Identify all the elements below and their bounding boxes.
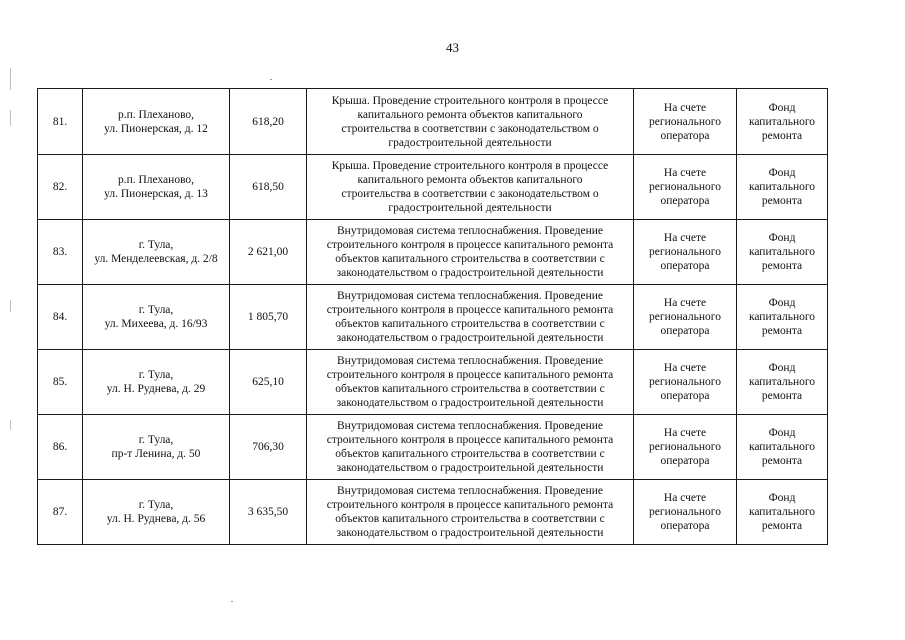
method-line: На счете bbox=[663, 362, 707, 374]
cost-cell: 1 805,70 bbox=[230, 285, 307, 350]
method-line: регионального bbox=[649, 246, 721, 258]
source-line: ремонта bbox=[761, 390, 803, 402]
source-line: Фонд bbox=[768, 297, 796, 309]
work-description-cell bbox=[307, 415, 634, 480]
funding-method-cell bbox=[634, 220, 737, 285]
work-description-cell bbox=[307, 155, 634, 220]
scan-edge-mark bbox=[10, 68, 11, 90]
table-row bbox=[38, 285, 828, 350]
funding-source-cell bbox=[737, 480, 828, 545]
cost-cell: 2 621,00 bbox=[230, 220, 307, 285]
work-line: законодательством о градостроительной деятельности bbox=[336, 267, 604, 279]
funding-source-cell bbox=[737, 220, 828, 285]
scan-edge-mark bbox=[10, 420, 11, 430]
address-line: ул. Пионерская, д. 12 bbox=[104, 122, 208, 135]
work-line: Внутридомовая система теплоснабжения. Проведение bbox=[337, 420, 603, 432]
work-line: градостроительной деятельности bbox=[388, 136, 552, 149]
method-line: оператора bbox=[660, 520, 710, 532]
cost-cell: 706,30 bbox=[230, 415, 307, 480]
address-line: ул. Н. Руднева, д. 29 bbox=[106, 383, 206, 395]
work-line: строительного контроля в процессе капитального ремонта bbox=[326, 239, 614, 251]
work-line: законодательством о градостроительной деятельности bbox=[336, 527, 604, 539]
funding-method-cell bbox=[634, 350, 737, 415]
row-number: 81. bbox=[38, 89, 83, 155]
source-line: Фонд bbox=[768, 101, 796, 114]
cost-cell: 618,20 bbox=[230, 89, 307, 155]
method-line: На счете bbox=[663, 232, 707, 244]
capital-repair-table bbox=[37, 88, 828, 545]
work-line: Крыша. Проведение строительного контроля в процессе bbox=[331, 160, 609, 172]
work-line: законодательством о градостроительной деятельности bbox=[336, 462, 604, 474]
funding-method-cell bbox=[634, 480, 737, 545]
funding-method-cell bbox=[634, 415, 737, 480]
work-line: капитального ремонта объектов капитального bbox=[357, 108, 583, 121]
scan-edge-mark bbox=[10, 110, 11, 126]
page-number: 43 bbox=[446, 40, 459, 55]
table-row bbox=[38, 89, 828, 155]
work-line: строительства в соответствии с законодательством о bbox=[341, 188, 599, 200]
source-line: капитального bbox=[748, 115, 816, 128]
work-line: капитального ремонта объектов капитального bbox=[357, 174, 583, 186]
table-row bbox=[38, 220, 828, 285]
source-line: Фонд bbox=[768, 362, 796, 374]
source-line: ремонта bbox=[761, 325, 803, 337]
source-line: ремонта bbox=[761, 455, 803, 467]
method-line: оператора bbox=[660, 129, 710, 142]
work-line: законодательством о градостроительной деятельности bbox=[336, 332, 604, 344]
work-description-cell bbox=[307, 285, 634, 350]
table-row bbox=[38, 350, 828, 415]
work-line: строительного контроля в процессе капитального ремонта bbox=[326, 369, 614, 381]
work-line: Внутридомовая система теплоснабжения. Проведение bbox=[337, 225, 603, 237]
work-line: строительного контроля в процессе капитального ремонта bbox=[326, 304, 614, 316]
address-line: р.п. Плеханово, bbox=[117, 108, 195, 121]
source-line: ремонта bbox=[761, 260, 803, 272]
funding-source-cell bbox=[737, 350, 828, 415]
method-line: регионального bbox=[649, 506, 721, 518]
row-number: 87. bbox=[38, 480, 83, 545]
source-line: Фонд bbox=[768, 232, 796, 244]
work-description-cell bbox=[307, 220, 634, 285]
scan-edge-mark bbox=[10, 300, 11, 312]
address-cell bbox=[83, 350, 230, 415]
work-line: Внутридомовая система теплоснабжения. Проведение bbox=[337, 290, 603, 302]
method-line: регионального bbox=[649, 376, 721, 388]
row-number: 86. bbox=[38, 415, 83, 480]
address-cell bbox=[83, 220, 230, 285]
source-line: ремонта bbox=[761, 520, 803, 532]
funding-method-cell bbox=[634, 155, 737, 220]
address-line: г. Тула, bbox=[138, 239, 174, 251]
source-line: капитального bbox=[748, 181, 816, 193]
scan-speck bbox=[270, 79, 272, 80]
work-line: строительства в соответствии с законодательством о bbox=[341, 122, 599, 135]
address-cell bbox=[83, 415, 230, 480]
source-line: капитального bbox=[748, 376, 816, 388]
method-line: оператора bbox=[660, 390, 710, 402]
source-line: капитального bbox=[748, 506, 816, 518]
address-line: г. Тула, bbox=[138, 369, 174, 381]
work-line: Внутридомовая система теплоснабжения. Проведение bbox=[337, 485, 603, 497]
row-number: 85. bbox=[38, 350, 83, 415]
cost-cell: 618,50 bbox=[230, 155, 307, 220]
method-line: оператора bbox=[660, 455, 710, 467]
address-cell bbox=[83, 480, 230, 545]
method-line: оператора bbox=[660, 325, 710, 337]
address-line: ул. Михеева, д. 16/93 bbox=[104, 318, 208, 330]
work-line: объектов капитального строительства в соответствии с bbox=[335, 513, 605, 525]
work-line: строительного контроля в процессе капитального ремонта bbox=[326, 499, 614, 511]
method-line: На счете bbox=[663, 101, 707, 114]
method-line: оператора bbox=[660, 195, 710, 207]
source-line: капитального bbox=[748, 311, 816, 323]
work-line: законодательством о градостроительной деятельности bbox=[336, 397, 604, 409]
work-line: объектов капитального строительства в соответствии с bbox=[335, 383, 605, 395]
address-line: г. Тула, bbox=[138, 304, 174, 316]
table-row bbox=[38, 415, 828, 480]
address-line: ул. Пионерская, д. 13 bbox=[104, 188, 208, 200]
scan-speck bbox=[231, 601, 233, 602]
work-line: объектов капитального строительства в соответствии с bbox=[335, 448, 605, 460]
address-line: г. Тула, bbox=[138, 434, 174, 446]
funding-method-cell bbox=[634, 89, 737, 155]
funding-source-cell bbox=[737, 155, 828, 220]
address-line: ул. Менделеевская, д. 2/8 bbox=[94, 253, 218, 265]
address-cell bbox=[83, 285, 230, 350]
work-line: объектов капитального строительства в соответствии с bbox=[335, 253, 605, 265]
work-description-cell bbox=[307, 480, 634, 545]
work-description-cell bbox=[307, 89, 634, 155]
work-line: Крыша. Проведение строительного контроля в процессе bbox=[331, 94, 609, 107]
funding-source-cell bbox=[737, 89, 828, 155]
address-line: р.п. Плеханово, bbox=[117, 174, 195, 186]
funding-source-cell bbox=[737, 285, 828, 350]
source-line: капитального bbox=[748, 246, 816, 258]
method-line: На счете bbox=[663, 297, 707, 309]
funding-method-cell bbox=[634, 285, 737, 350]
address-cell bbox=[83, 89, 230, 155]
table-row bbox=[38, 155, 828, 220]
source-line: ремонта bbox=[761, 195, 803, 207]
source-line: капитального bbox=[748, 441, 816, 453]
work-line: Внутридомовая система теплоснабжения. Проведение bbox=[337, 355, 603, 367]
source-line: Фонд bbox=[768, 427, 796, 439]
table-row bbox=[38, 480, 828, 545]
address-line: ул. Н. Руднева, д. 56 bbox=[106, 513, 206, 525]
source-line: Фонд bbox=[768, 492, 796, 504]
source-line: Фонд bbox=[768, 167, 796, 179]
work-line: строительного контроля в процессе капитального ремонта bbox=[326, 434, 614, 446]
method-line: регионального bbox=[649, 115, 721, 128]
address-line: г. Тула, bbox=[138, 499, 174, 511]
method-line: регионального bbox=[649, 441, 721, 453]
method-line: регионального bbox=[649, 181, 721, 193]
cost-cell: 625,10 bbox=[230, 350, 307, 415]
cost-cell: 3 635,50 bbox=[230, 480, 307, 545]
funding-source-cell bbox=[737, 415, 828, 480]
address-line: пр-т Ленина, д. 50 bbox=[111, 448, 201, 460]
method-line: На счете bbox=[663, 167, 707, 179]
work-line: объектов капитального строительства в соответствии с bbox=[335, 318, 605, 330]
work-line: градостроительной деятельности bbox=[388, 202, 552, 214]
method-line: оператора bbox=[660, 260, 710, 272]
work-description-cell bbox=[307, 350, 634, 415]
row-number: 82. bbox=[38, 155, 83, 220]
source-line: ремонта bbox=[761, 129, 803, 142]
row-number: 83. bbox=[38, 220, 83, 285]
row-number: 84. bbox=[38, 285, 83, 350]
method-line: регионального bbox=[649, 311, 721, 323]
method-line: На счете bbox=[663, 427, 707, 439]
method-line: На счете bbox=[663, 492, 707, 504]
address-cell bbox=[83, 155, 230, 220]
